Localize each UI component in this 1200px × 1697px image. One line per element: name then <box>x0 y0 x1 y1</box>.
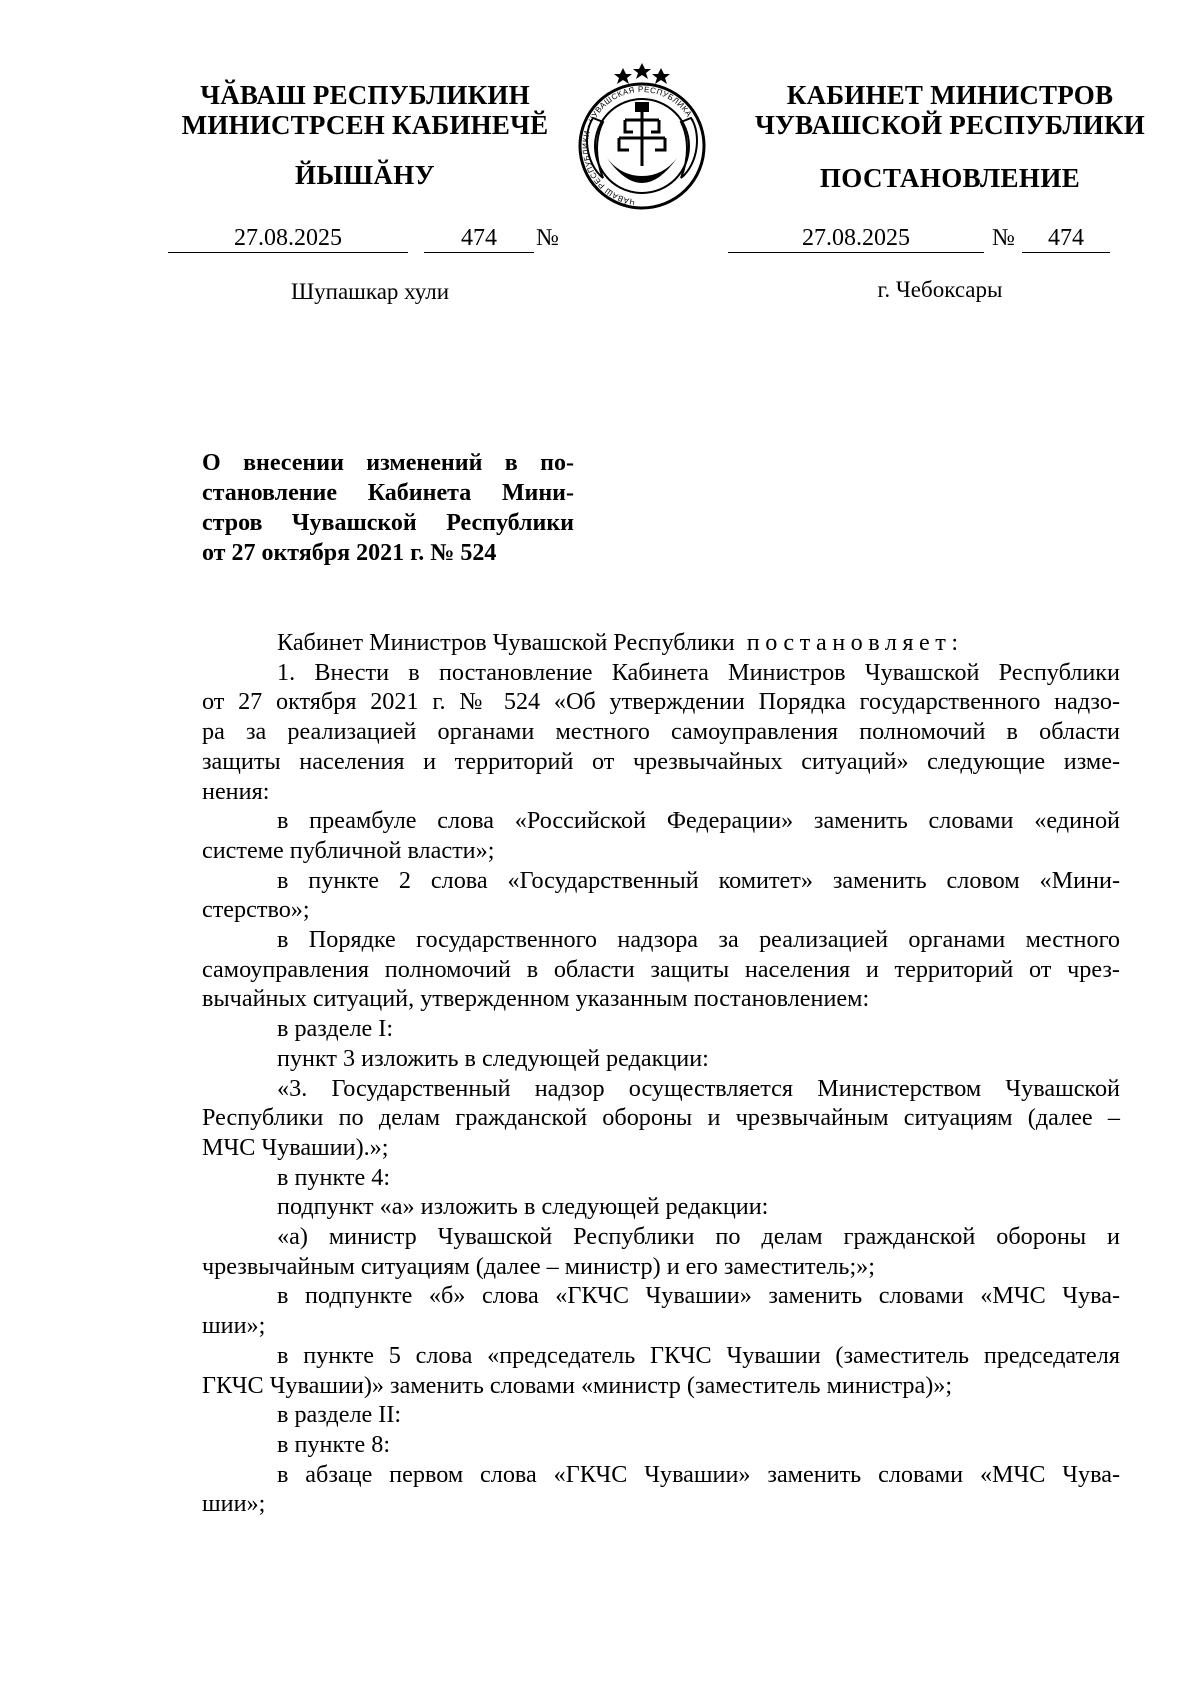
body-line: пункт 3 изложить в следующей редакции: <box>277 1044 709 1072</box>
body-line: нения: <box>202 777 270 805</box>
body-line: шии»; <box>202 1312 266 1340</box>
body-line: в Порядке государственного надзора за реализацией органами местного <box>277 926 1120 954</box>
body-line: самоуправления полномочий в области защиты населения и территорий от чрез- <box>202 955 1120 983</box>
body-line: в пункте 2 слова «Государственный комитет» заменить словом «Мини- <box>277 866 1120 894</box>
intro-resolves: постановляет: <box>746 629 964 656</box>
header-left-block <box>150 80 580 140</box>
body-line: защиты населения и территорий от чрезвычайных ситуаций» следующие изме- <box>202 747 1120 775</box>
header-right-block <box>720 80 1180 140</box>
body-line: системе публичной власти»; <box>202 836 495 864</box>
title-line: стров Чувашской Республики <box>202 510 574 536</box>
body-line: в преамбуле слова «Российской Федерации» заменить словами «единой <box>277 807 1120 835</box>
intro-prefix: Кабинет Министров Чувашской Республики <box>277 629 735 656</box>
number-sign-right: № <box>992 225 1015 251</box>
emblem-ring-text: ЧӐВАШ РЕСПУБЛИКИ • ЧУВАШСКАЯ РЕСПУБЛИКА • <box>580 84 697 207</box>
header-left-line2: МИНИСТРСЕН КАБИНЕЧӖ <box>181 110 549 140</box>
document-body <box>202 628 1120 1519</box>
body-line: в подпункте «б» слова «ГКЧС Чувашии» заменить словами «МЧС Чува- <box>277 1282 1120 1310</box>
doc-type-right: ПОСТАНОВЛЕНИЕ <box>819 163 1081 193</box>
header-left-line1: ЧӐВАШ РЕСПУБЛИКИН <box>200 80 530 110</box>
body-line: от 27 октября 2021 г. № 524 «Об утверждении Порядка государственного надзо- <box>202 688 1120 716</box>
body-line: в пункте 4: <box>277 1163 391 1191</box>
number-field-right: 474 <box>1022 224 1110 253</box>
header-right-line1: КАБИНЕТ МИНИСТРОВ <box>786 80 1114 110</box>
header-right-line2: ЧУВАШСКОЙ РЕСПУБЛИКИ <box>755 110 1145 140</box>
title-line: О внесении изменений в по- <box>202 450 574 476</box>
body-line: в абзаце первом слова «ГКЧС Чувашии» заменить словами «МЧС Чува- <box>277 1460 1120 1488</box>
title-line: от 27 октября 2021 г. № 524 <box>202 540 497 566</box>
body-line: ра за реализацией органами местного самоуправления полномочий в области <box>202 718 1120 746</box>
number-field-left: 474 <box>424 224 534 253</box>
body-line: чрезвычайным ситуациям (далее – министр) и его заместитель;»; <box>202 1252 875 1280</box>
number-sign-left: № <box>536 225 559 251</box>
body-line: в пункте 8: <box>277 1430 391 1458</box>
body-line: в разделе II: <box>277 1401 402 1429</box>
body-line: стерство»; <box>202 896 310 924</box>
date-field-right: 27.08.2025 <box>728 224 984 253</box>
document-title <box>202 448 574 568</box>
body-line: 1. Внести в постановление Кабинета Министров Чувашской Республики <box>277 658 1120 686</box>
body-line: подпункт «а» изложить в следующей редакции: <box>277 1193 769 1221</box>
body-line: в разделе I: <box>277 1015 394 1043</box>
body-line: МЧС Чувашии).»; <box>202 1133 389 1161</box>
date-field-left: 27.08.2025 <box>168 224 408 253</box>
intro-line <box>202 628 1120 658</box>
body-line: вычайных ситуаций, утвержденном указанным постановлением: <box>202 985 870 1013</box>
body-line: шии»; <box>202 1490 266 1518</box>
city-right: г. Чебоксары <box>877 277 1003 302</box>
doc-type-left: ЙЫШӐНУ <box>295 160 435 190</box>
body-line: в пункте 5 слова «председатель ГКЧС Чувашии (заместитель председателя <box>277 1341 1120 1369</box>
coat-of-arms-emblem <box>573 58 711 214</box>
title-line: становление Кабинета Мини- <box>202 480 574 506</box>
body-line: «3. Государственный надзор осуществляется Министерством Чувашской <box>277 1074 1120 1102</box>
body-line: «а) министр Чувашской Республики по делам гражданской обороны и <box>277 1223 1120 1251</box>
body-line: ГКЧС Чувашии)» заменить словами «министр (заместитель министра)»; <box>202 1371 953 1399</box>
body-line: Республики по делам гражданской обороны и чрезвычайным ситуациям (далее – <box>202 1104 1120 1132</box>
city-left: Шупашкар хули <box>290 279 450 304</box>
